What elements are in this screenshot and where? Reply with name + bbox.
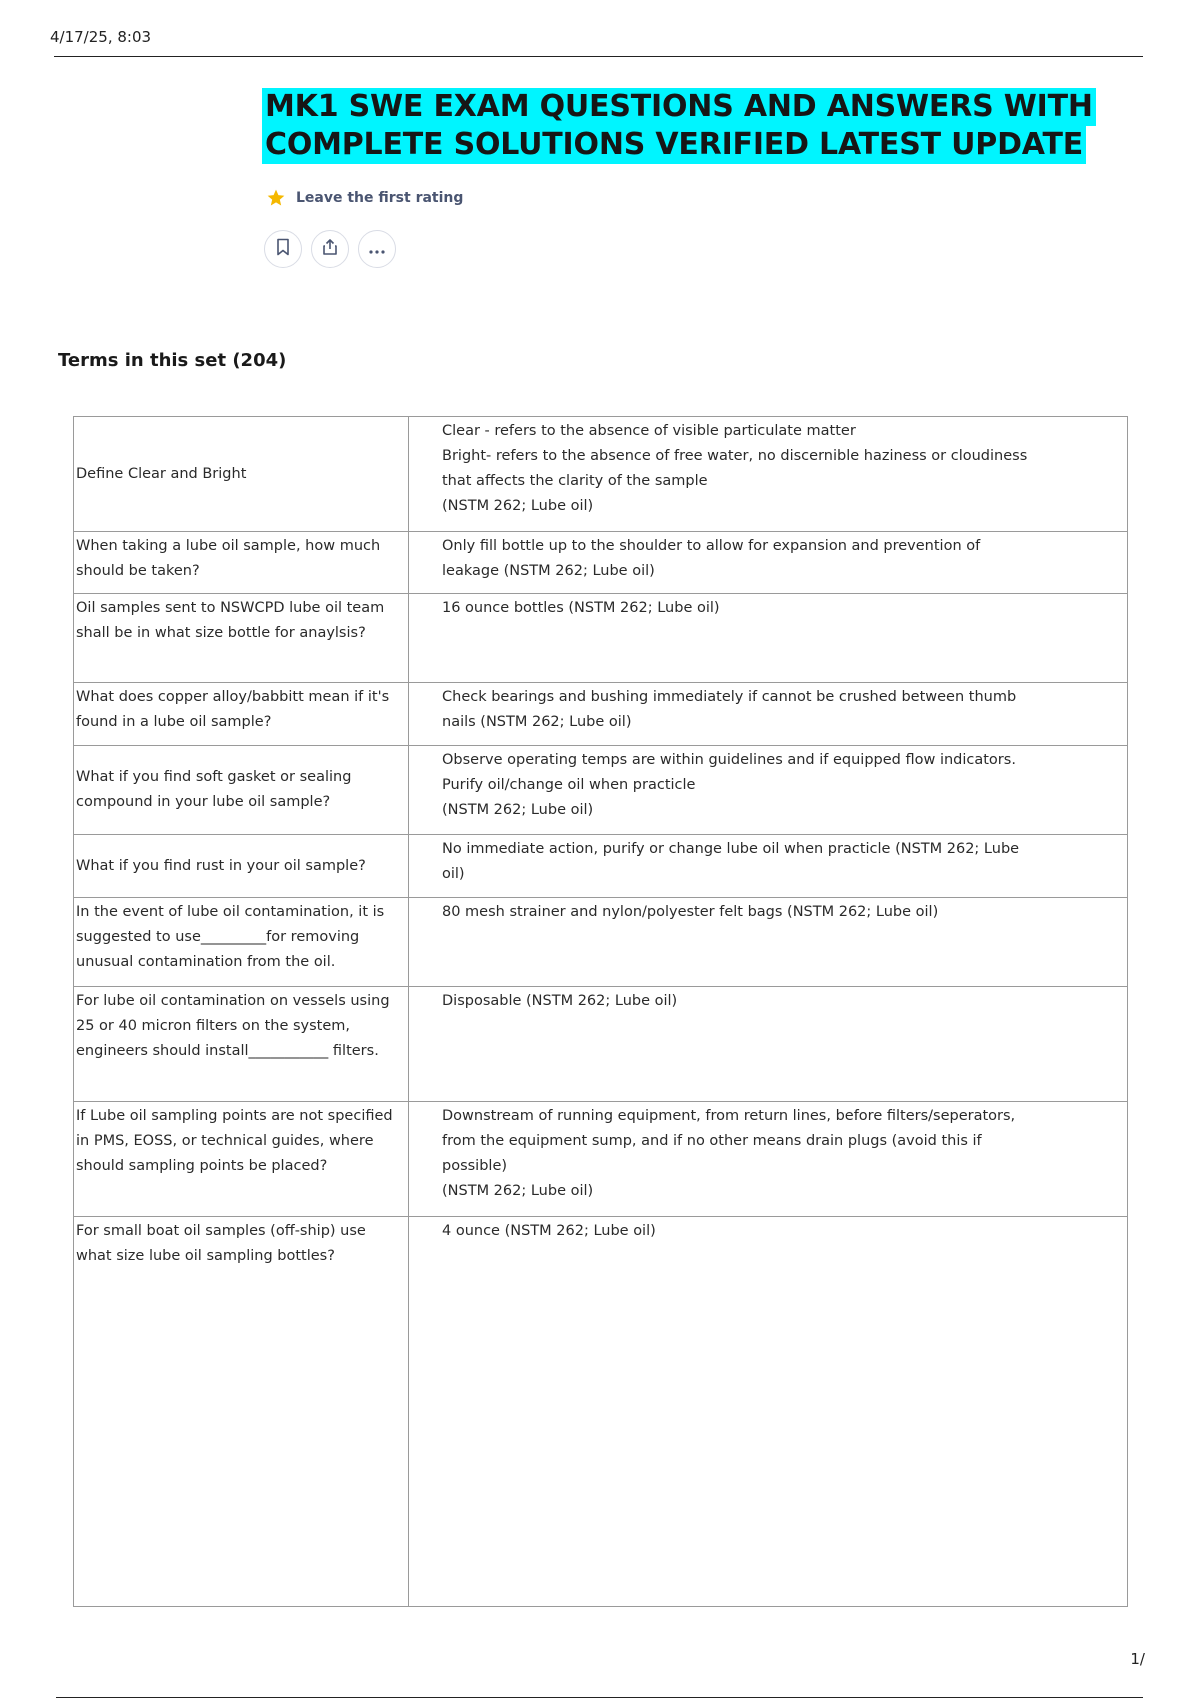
definition-line: Check bearings and bushing immediately if cannot be crushed between thumb	[442, 689, 1017, 705]
definition-cell	[409, 683, 1128, 746]
definition-line: No immediate action, purify or change lube oil when practicle (NSTM 262; Lube	[442, 841, 1020, 857]
definition-cell	[409, 417, 1128, 532]
footer-divider	[56, 1697, 1143, 1698]
bookmark-icon	[275, 238, 291, 260]
definition-cell	[409, 1102, 1128, 1217]
definition-line: (NSTM 262; Lube oil)	[442, 802, 594, 818]
print-datetime: 4/17/25, 8:03	[50, 28, 152, 46]
definition-line: 16 ounce bottles (NSTM 262; Lube oil)	[442, 600, 720, 616]
definition-line: that affects the clarity of the sample	[442, 473, 708, 489]
more-options-button[interactable]	[358, 230, 396, 268]
terms-heading: Terms in this set (204)	[58, 350, 287, 371]
definition-line: Only fill bottle up to the shoulder to allow for expansion and prevention of	[442, 538, 981, 554]
term-cell: What does copper alloy/babbitt mean if it's found in a lube oil sample?	[74, 683, 409, 746]
page-title	[262, 88, 1093, 164]
more-icon	[368, 240, 386, 259]
definition-cell	[409, 1217, 1128, 1607]
leave-rating-link[interactable]: Leave the first rating	[296, 190, 464, 206]
table-row	[74, 1217, 1128, 1607]
rating-row[interactable]	[266, 188, 463, 208]
definition-line: possible)	[442, 1158, 508, 1174]
definition-line: Clear - refers to the absence of visible particulate matter	[442, 423, 856, 439]
term-cell: If Lube oil sampling points are not specified in PMS, EOSS, or technical guides, where should sampling points be placed?	[74, 1102, 409, 1217]
table-row	[74, 835, 1128, 898]
terms-table	[73, 416, 1128, 1607]
page-number: 1/	[1130, 1650, 1145, 1668]
definition-line: 4 ounce (NSTM 262; Lube oil)	[442, 1223, 656, 1239]
share-icon	[321, 238, 339, 260]
bookmark-button[interactable]	[264, 230, 302, 268]
definition-line: oil)	[442, 866, 465, 882]
definition-line: leakage (NSTM 262; Lube oil)	[442, 563, 655, 579]
table-row	[74, 683, 1128, 746]
star-icon	[266, 188, 286, 208]
term-cell: What if you find rust in your oil sample?	[74, 835, 409, 898]
definition-cell	[409, 746, 1128, 835]
term-cell: For small boat oil samples (off-ship) use what size lube oil sampling bottles?	[74, 1217, 409, 1607]
definition-cell	[409, 594, 1128, 683]
definition-line: nails (NSTM 262; Lube oil)	[442, 714, 632, 730]
title-line-1: MK1 SWE EXAM QUESTIONS AND ANSWERS WITH	[262, 88, 1096, 126]
table-row	[74, 987, 1128, 1102]
table-row	[74, 532, 1128, 594]
term-cell: Define Clear and Bright	[74, 417, 409, 532]
definition-line: Observe operating temps are within guidelines and if equipped flow indicators.	[442, 752, 1016, 768]
definition-cell	[409, 835, 1128, 898]
definition-line: (NSTM 262; Lube oil)	[442, 498, 594, 514]
term-cell: In the event of lube oil contamination, it is suggested to use_________for removing unusual contamination from the oil.	[74, 898, 409, 987]
definition-cell	[409, 898, 1128, 987]
term-cell: When taking a lube oil sample, how much should be taken?	[74, 532, 409, 594]
share-button[interactable]	[311, 230, 349, 268]
term-cell: Oil samples sent to NSWCPD lube oil team shall be in what size bottle for anaylsis?	[74, 594, 409, 683]
table-row	[74, 1102, 1128, 1217]
definition-cell	[409, 987, 1128, 1102]
term-cell: What if you find soft gasket or sealing compound in your lube oil sample?	[74, 746, 409, 835]
action-buttons	[264, 230, 396, 268]
table-row	[74, 898, 1128, 987]
definition-cell	[409, 532, 1128, 594]
table-row	[74, 594, 1128, 683]
definition-line: from the equipment sump, and if no other means drain plugs (avoid this if	[442, 1133, 982, 1149]
table-row	[74, 746, 1128, 835]
definition-line: (NSTM 262; Lube oil)	[442, 1183, 594, 1199]
definition-line: Disposable (NSTM 262; Lube oil)	[442, 993, 678, 1009]
definition-line: Downstream of running equipment, from return lines, before filters/seperators,	[442, 1108, 1016, 1124]
definition-line: Purify oil/change oil when practicle	[442, 777, 696, 793]
header-divider	[54, 56, 1143, 57]
definition-line: Bright- refers to the absence of free water, no discernible haziness or cloudiness	[442, 448, 1028, 464]
term-cell: For lube oil contamination on vessels using 25 or 40 micron filters on the system, engineers should install___________ filters.	[74, 987, 409, 1102]
definition-line: 80 mesh strainer and nylon/polyester felt bags (NSTM 262; Lube oil)	[442, 904, 939, 920]
title-line-2: COMPLETE SOLUTIONS VERIFIED LATEST UPDATE	[262, 126, 1086, 164]
table-row	[74, 417, 1128, 532]
